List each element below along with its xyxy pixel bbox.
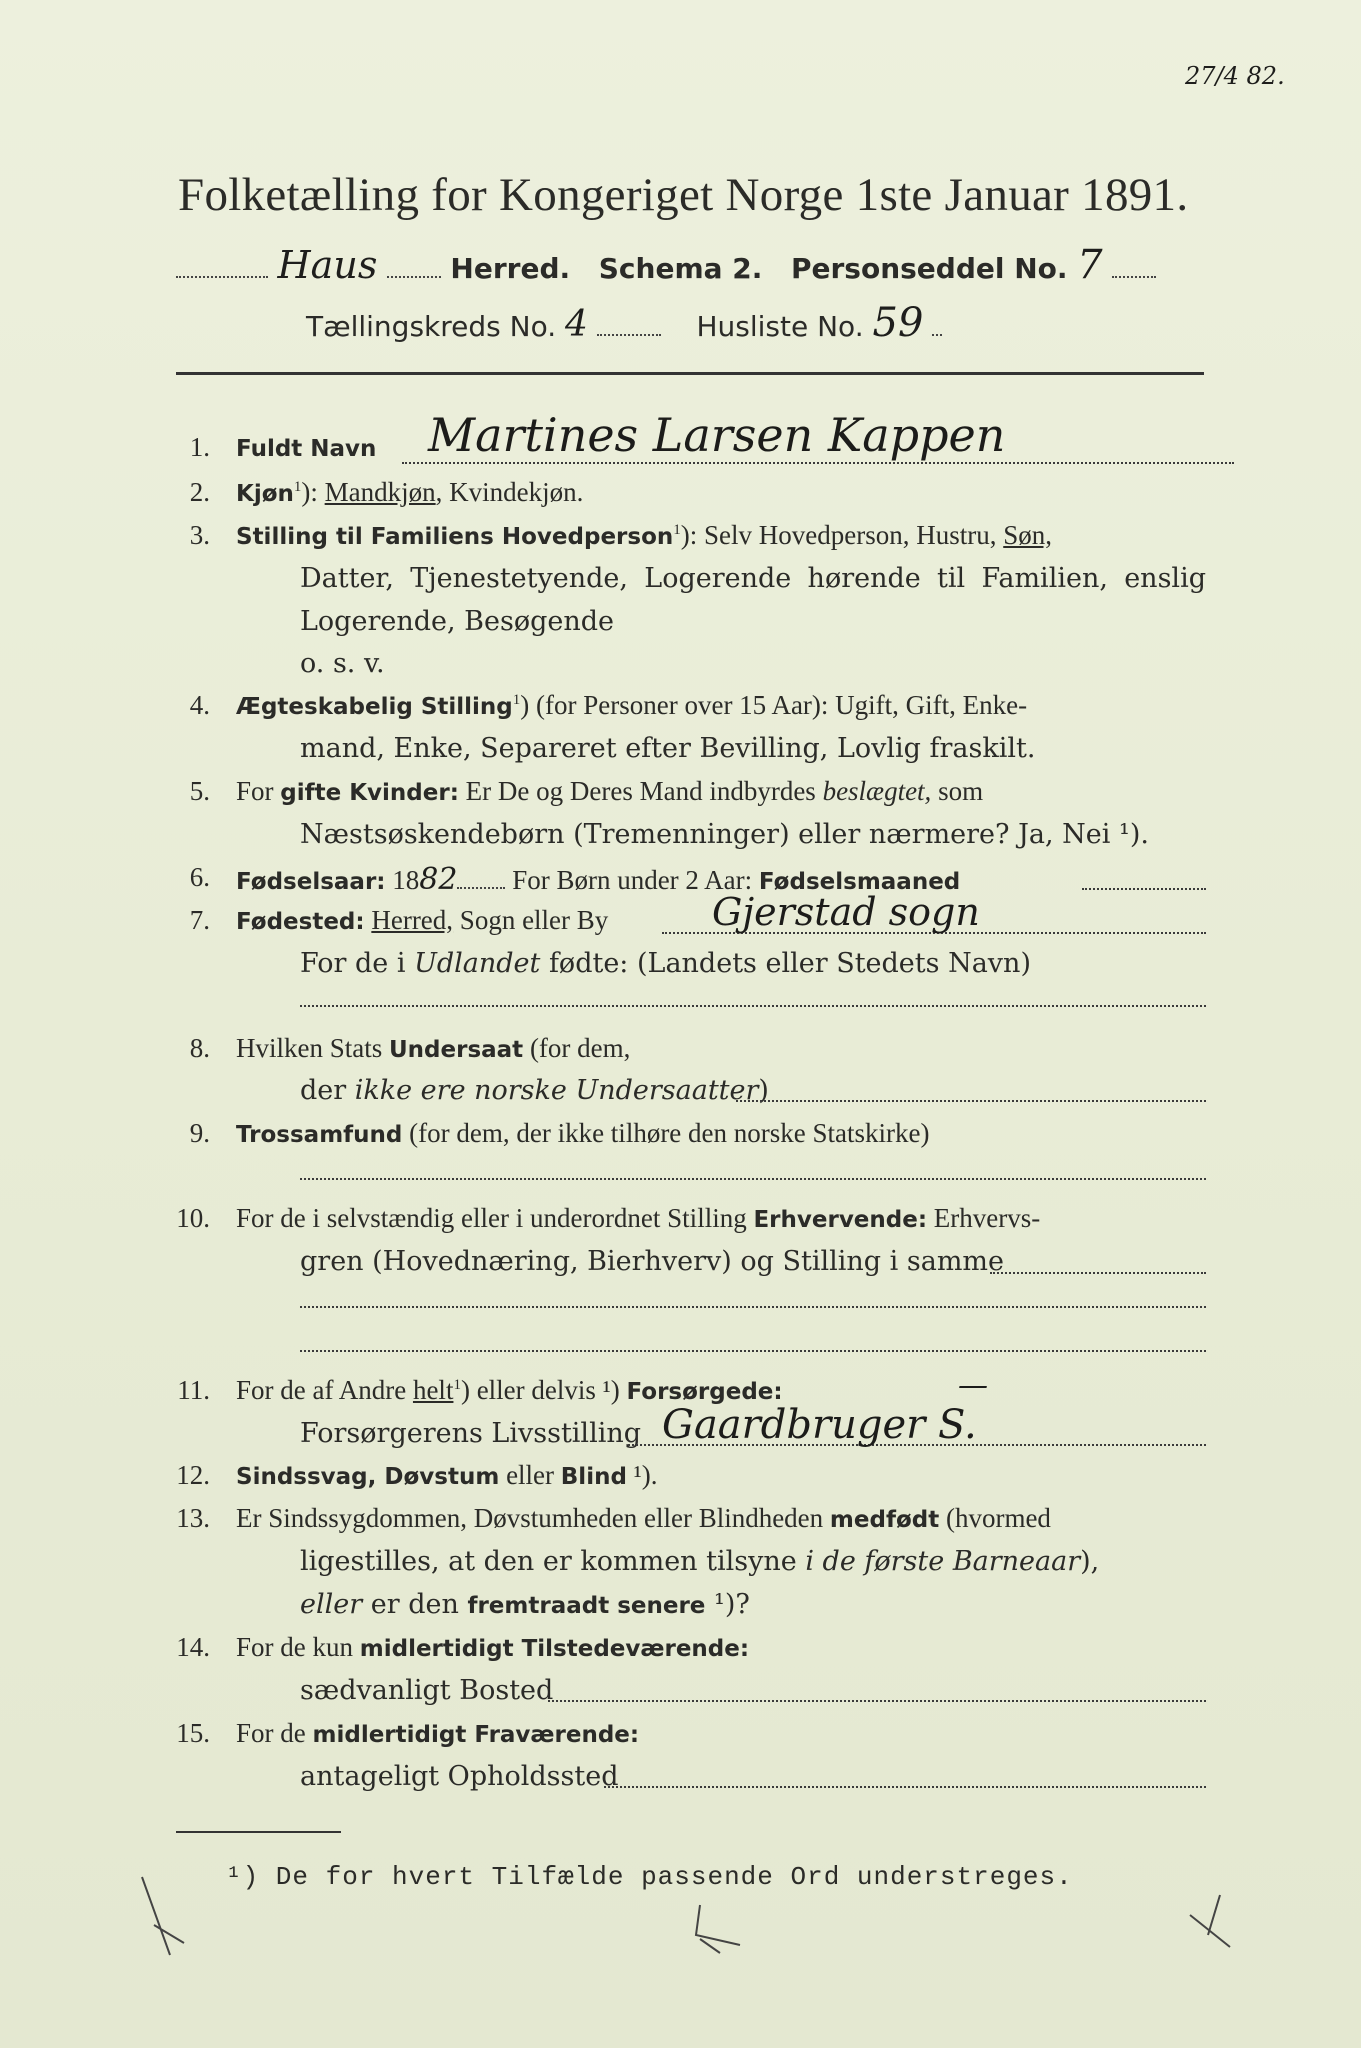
field-11-footnote-mark: 1 (453, 1377, 461, 1393)
field-1-label: Fuldt Navn (236, 436, 377, 462)
field-2-number: 2. (189, 477, 210, 507)
field-3-line-2: Datter, Tjenestetyende, Logerende hørende til Familien, enslig (300, 563, 1206, 594)
field-8-line-2 (300, 1075, 769, 1106)
field-15-dotline (604, 1786, 1206, 1788)
field-12-number: 12. (176, 1460, 210, 1490)
field-5-label: gifte Kvinder: (280, 780, 459, 806)
field-7-text: Sogn eller By (453, 905, 609, 935)
field-5-line-2: Næstsøskendebørn (Tremenninger) eller nærmere? Ja, Nei ¹). (300, 819, 1149, 850)
field-9-blank-line (300, 1178, 1206, 1180)
field-10-row (236, 1203, 1040, 1234)
field-3-line-3: Logerende, Besøgende (300, 606, 614, 637)
field-9-number: 9. (189, 1118, 210, 1148)
field-12-end: ¹). (626, 1460, 658, 1490)
field-6-dotline (1082, 888, 1206, 890)
header-line-1 (176, 242, 1156, 288)
field-8-line-2-italic: ikke ere norske Undersaatter (354, 1075, 759, 1106)
field-2-separator: ): (301, 477, 325, 507)
field-14-row (236, 1632, 749, 1663)
header-divider (176, 372, 1204, 375)
field-15-row (236, 1718, 639, 1749)
field-2-footnote-mark: 1 (293, 479, 302, 495)
field-7-line-2-italic: Udlandet (414, 948, 541, 979)
field-3-selected-option: Søn, (1003, 520, 1053, 550)
field-11-dash-value: — (958, 1368, 988, 1403)
field-13-line-2-prefix: ligestilles, at den er kommen tilsyne (300, 1546, 806, 1577)
field-12-row (236, 1460, 658, 1491)
field-7-row (236, 905, 608, 936)
field-5-end: som (931, 776, 984, 806)
field-9-row (236, 1118, 1206, 1149)
field-8-dotline (736, 1100, 1206, 1102)
field-3-options: ): Selv Hovedperson, Hustru, (680, 520, 1004, 550)
field-11-value: Gaardbruger S. (662, 1402, 977, 1448)
field-10-number: 10. (176, 1203, 210, 1233)
field-3-row (236, 520, 1052, 551)
field-11-text: For de af Andre (236, 1375, 413, 1405)
field-2-label: Kjøn (236, 481, 294, 507)
field-8-line-2-end: ) (758, 1075, 769, 1106)
field-8-prefix: Hvilken Stats (236, 1033, 389, 1063)
kreds-number: 4 (565, 304, 588, 345)
field-3-number: 3. (189, 520, 210, 550)
field-13-line-3 (300, 1589, 750, 1620)
field-8-label: Undersaat (389, 1037, 524, 1063)
field-5-italic: beslægtet, (822, 776, 932, 806)
field-3-line-4: o. s. v. (300, 648, 385, 679)
field-2-selected-option: Mandkjøn (324, 477, 436, 507)
form-title: Folketælling for Kongeriget Norge 1ste Januar 1891. (178, 169, 1189, 221)
field-6-label: Fødselsaar: (236, 869, 386, 895)
field-7-line-2-prefix: For de i (300, 948, 415, 979)
field-13-line-2-end: ), (1080, 1546, 1100, 1577)
field-1-number: 1. (189, 432, 210, 462)
field-8-row (236, 1033, 630, 1064)
field-2-row (236, 477, 583, 508)
field-8-text: (for dem, (523, 1033, 631, 1063)
field-10-blank-line-1 (300, 1306, 1206, 1308)
field-13-label: medfødt (829, 1507, 940, 1533)
field-5-number: 5. (189, 776, 210, 806)
field-12-label: Sindssvag, Døvstum (236, 1464, 500, 1490)
kreds-label: Tællingskreds No. (306, 310, 557, 343)
field-10-label: Erhvervende: (753, 1207, 928, 1233)
field-2-other-option: , Kvindekjøn. (435, 477, 584, 507)
field-13-text: Er Sindssygdommen, Døvstumheden eller Blindheden (236, 1503, 830, 1533)
field-7-label: Fødested: (236, 909, 365, 935)
field-5-text: Er De og Deres Mand indbyrdes (458, 776, 823, 806)
left-corner-mark (142, 1877, 184, 1955)
field-13-line-2 (300, 1546, 1099, 1577)
field-12-text: eller (499, 1460, 561, 1490)
corner-marks-decoration (140, 1875, 1240, 1995)
field-12-label-2: Blind (560, 1464, 627, 1490)
field-7-blank-line (300, 1005, 1206, 1007)
field-6-year-value: 82 (419, 862, 458, 897)
field-10-end: Erhvervs- (927, 1203, 1041, 1233)
field-4-label: Ægteskabelig Stilling (236, 694, 513, 720)
field-13-line-3-end: ¹)? (705, 1589, 750, 1620)
field-13-end: (hvormed (939, 1503, 1051, 1533)
field-7-line-2-text: fødte: (Landets eller Stedets Navn) (540, 948, 1031, 979)
field-14-label: midlertidigt Tilstedeværende: (359, 1636, 750, 1662)
field-4-footnote-mark: 1 (512, 692, 521, 708)
husliste-label: Husliste No. (696, 310, 864, 343)
field-13-line-3-middle: er den (362, 1589, 468, 1620)
field-7-line-2 (300, 948, 1031, 979)
field-5-prefix: For (236, 776, 281, 806)
field-13-row (236, 1503, 1051, 1534)
field-4-line-2: mand, Enke, Separeret efter Bevilling, Lovlig fraskilt. (300, 733, 1036, 764)
field-10-blank-line-2 (300, 1350, 1206, 1352)
field-3-label: Stilling til Familiens Hovedperson (236, 524, 674, 550)
schema-label: Schema 2. (598, 252, 763, 285)
field-13-line-3-italic: eller (300, 1589, 363, 1620)
field-9-label: Trossamfund (236, 1122, 403, 1148)
field-13-line-3-label: fremtraadt senere (467, 1593, 706, 1619)
field-10-dotline (990, 1272, 1206, 1274)
field-6-number: 6. (189, 862, 210, 892)
footnote: ¹) De for hvert Tilfælde passende Ord understreges. (226, 1862, 1073, 1892)
field-13-number: 13. (176, 1503, 210, 1533)
field-14-line-2: sædvanligt Bosted (300, 1675, 554, 1706)
personseddel-number: 7 (1077, 242, 1103, 288)
center-corner-mark (696, 1905, 740, 1953)
right-corner-mark (1190, 1895, 1230, 1947)
field-7-number: 7. (189, 905, 210, 935)
herred-name: Haus (277, 243, 378, 287)
field-15-label: midlertidigt Fraværende: (312, 1722, 640, 1748)
husliste-number: 59 (872, 300, 924, 346)
field-11-selected-option: helt (412, 1375, 454, 1405)
field-9-text: (for dem, der ikke tilhøre den norske Statskirke) (402, 1118, 930, 1148)
field-11-label: Forsørgede: (626, 1379, 783, 1405)
field-1-value: Martines Larsen Kappen (428, 408, 1006, 462)
field-8-number: 8. (189, 1033, 210, 1063)
field-15-prefix: For de (236, 1718, 313, 1748)
field-15-line-2: antageligt Opholdssted (300, 1761, 619, 1792)
corner-note: 27/4 82. (1185, 62, 1285, 90)
footnote-divider (176, 1831, 341, 1833)
field-7-selected-option: Herred, (371, 905, 454, 935)
field-5-row (236, 776, 983, 807)
field-6-century: 18 (385, 865, 420, 895)
field-8-line-2-prefix: der (300, 1075, 355, 1106)
field-15-number: 15. (176, 1718, 210, 1748)
personseddel-label: Personseddel No. (790, 252, 1068, 285)
field-4-number: 4. (189, 690, 210, 720)
field-6-text: For Børn under 2 Aar: (505, 865, 759, 895)
field-3-footnote-mark: 1 (673, 522, 681, 538)
field-1-dotline (402, 462, 1234, 464)
field-6-label-2: Fødselsmaaned (758, 869, 961, 895)
field-11-middle: ) eller delvis ¹) (460, 1375, 627, 1405)
herred-label: Herred. (450, 252, 571, 285)
field-7-value: Gjerstad sogn (712, 890, 980, 934)
field-10-line-2: gren (Hovednæring, Bierhverv) og Stilling i samme (300, 1246, 1005, 1277)
field-14-dotline (548, 1700, 1206, 1702)
header-line-2 (306, 300, 942, 346)
field-14-number: 14. (176, 1632, 210, 1662)
field-10-text: For de i selvstændig eller i underordnet Stilling (236, 1203, 754, 1233)
field-4-options: ) (for Personer over 15 Aar): Ugift, Gift, Enke- (520, 690, 1028, 720)
field-13-line-2-italic: i de første Barneaar (805, 1546, 1081, 1577)
field-1-row (236, 432, 376, 463)
field-11-line-2: Forsørgerens Livsstilling (300, 1418, 642, 1449)
field-4-row (236, 690, 1027, 721)
field-11-number: 11. (177, 1375, 210, 1405)
field-14-prefix: For de kun (236, 1632, 360, 1662)
